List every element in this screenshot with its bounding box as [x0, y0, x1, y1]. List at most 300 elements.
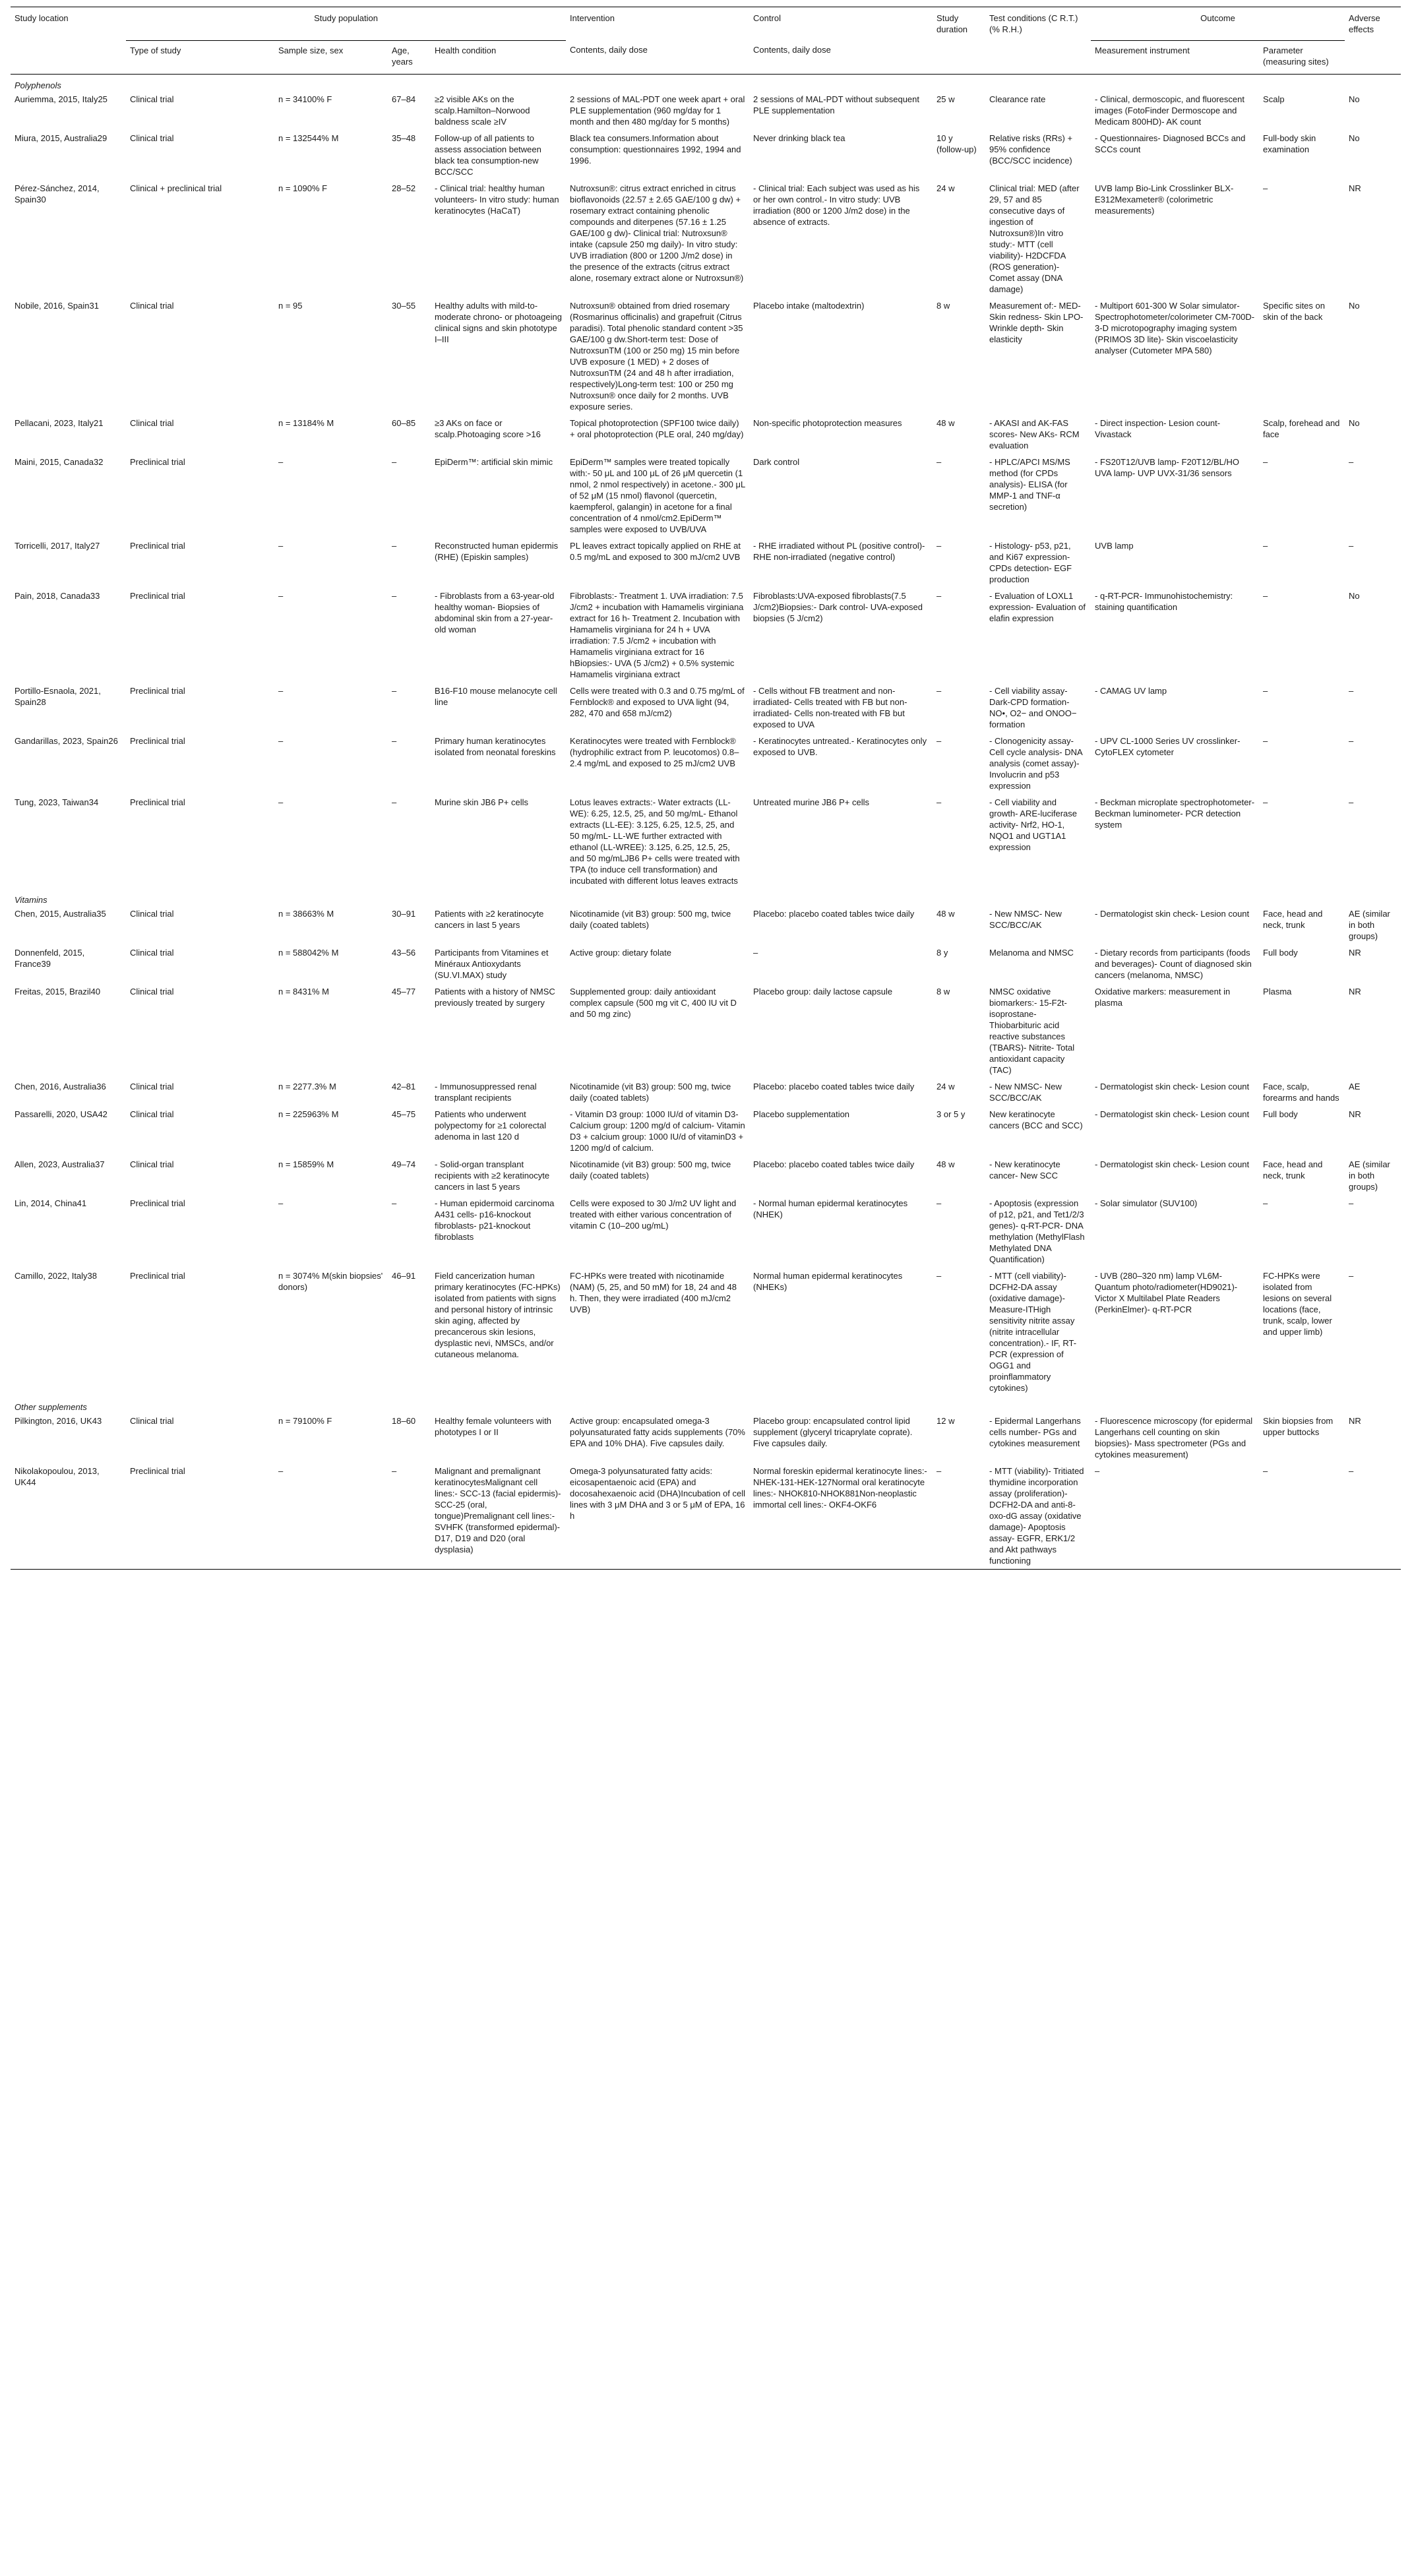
cell-adverse: NR: [1349, 986, 1361, 997]
cell-control: Normal human epidermal keratinocytes (NHEKs): [753, 1270, 903, 1292]
cell-type: Preclinical trial: [130, 735, 185, 746]
cell-type: Preclinical trial: [130, 685, 185, 696]
cell-duration: –: [936, 456, 942, 467]
cell-instrument: –: [1091, 1463, 1259, 1570]
cell-instrument: - Questionnaires- Diagnosed BCCs and SCCs count: [1095, 133, 1246, 154]
table-row: [11, 454, 1401, 537]
table-row: [11, 1195, 1401, 1268]
cell-control: Placebo: placebo coated tables twice daily: [753, 1159, 915, 1169]
cell-n: n = 588042% M: [278, 947, 339, 958]
cell-health: Healthy adults with mild-to-moderate chrono- or photoageing clinical signs and skin phototype I–III: [435, 300, 562, 344]
cell-location: Chen, 2016, Australia36: [15, 1081, 106, 1091]
cell-duration: 24 w: [936, 183, 955, 193]
cell-test: - MTT (viability)- Tritiated thymidine incorporation assay (proliferation)- DCFH2-DA and anti-8-oxo-dG assay (oxidative damage)- Apoptosis assay- EGFR, ERK1/2 and Akt pathways functioning: [985, 1463, 1091, 1570]
cell-instrument: - FS20T12/UVB lamp- F20T12/BL/HO UVA lamp- UVP UVX-31/36 sensors: [1095, 456, 1239, 478]
cell-age: 46–91: [392, 1270, 416, 1281]
cell-adverse: AE (similar in both groups): [1349, 908, 1390, 941]
table-row: [11, 1413, 1401, 1463]
cell-adverse: NR: [1349, 947, 1361, 958]
cell-parameter: Face, head and neck, trunk: [1263, 908, 1323, 930]
cell-location: Pain, 2018, Canada33: [15, 590, 100, 601]
cell-instrument: Oxidative markers: measurement in plasma: [1095, 986, 1231, 1008]
cell-age: 67–84: [392, 94, 416, 104]
cell-age: 43–56: [392, 947, 416, 958]
cell-intervention: Nicotinamide (vit B3) group: 500 mg, twice daily (coated tablets): [570, 1081, 731, 1103]
header-age: Age, years: [388, 40, 431, 74]
cell-n: –: [278, 735, 284, 746]
cell-intervention: Black tea consumers.Information about consumption: questionnaires 1992, 1994 and 1996.: [570, 133, 741, 166]
cell-parameter: –: [1263, 685, 1268, 696]
cell-duration: –: [936, 735, 942, 746]
cell-health: Participants from Vitamines et Minéraux Antioxydants (SU.VI.MAX) study: [435, 947, 549, 980]
cell-location: Gandarillas, 2023, Spain26: [15, 735, 118, 746]
table-row: [11, 1268, 1401, 1396]
cell-n: n = 3074% M(skin biopsies' donors): [278, 1270, 383, 1292]
table-row: [11, 733, 1401, 794]
cell-duration: 25 w: [936, 94, 955, 104]
cell-instrument: - CAMAG UV lamp: [1095, 685, 1167, 696]
cell-location: Camillo, 2022, Italy38: [15, 1270, 98, 1281]
cell-parameter: Specific sites on skin of the back: [1263, 300, 1325, 322]
cell-location: Donnenfeld, 2015, France39: [15, 947, 85, 969]
cell-control: Never drinking black tea: [753, 133, 845, 143]
cell-instrument: - Clinical, dermoscopic, and fluorescent images (FotoFinder Dermoscope and Medicam 800HD)- AK count: [1095, 94, 1244, 127]
cell-intervention: Lotus leaves extracts:- Water extracts (LL-WE): 6.25, 12.5, 25, and 50 mg/mL- Ethanol extracts (LL-EE): 3.125, 6.25, 12.5, 25, and 50 mg/mL- LL-WE further extracted with ethanol (LL-WREE): 3.125, 6.25, 12.5, 25, and 50 mg/mLJB6 P+ cells were treated with TPA (to induce cell transformation) and incubated with different lotus leaves extracts: [570, 797, 740, 886]
cell-n: n = 34100% F: [278, 94, 332, 104]
cell-n: n = 8431% M: [278, 986, 329, 997]
section-title: Polyphenols: [15, 80, 61, 90]
cell-duration: –: [936, 1270, 942, 1281]
cell-parameter: Scalp, forehead and face: [1263, 417, 1340, 439]
header-parameter: Parameter (measuring sites): [1259, 40, 1345, 74]
cell-n: –: [278, 797, 284, 807]
header-study-population: Study population: [126, 7, 566, 41]
cell-location: Pellacani, 2023, Italy21: [15, 417, 104, 428]
cell-age: 60–85: [392, 417, 416, 428]
cell-n: –: [274, 1463, 388, 1570]
cell-age: 30–91: [392, 908, 416, 919]
cell-parameter: –: [1263, 183, 1268, 193]
cell-duration: 8 y: [936, 947, 948, 958]
cell-adverse: –: [1349, 685, 1354, 696]
table-body: [11, 74, 1401, 1569]
table-row: [11, 297, 1401, 415]
cell-control: - Cells without FB treatment and non-irradiated- Cells treated with FB but non-irradiated- Cells non-treated with FB but exposed to UVA: [753, 685, 907, 729]
cell-adverse: –: [1349, 1198, 1354, 1208]
cell-control: - Keratinocytes untreated.- Keratinocytes only exposed to UVB.: [753, 735, 927, 757]
cell-n: n = 15859% M: [278, 1159, 334, 1169]
cell-parameter: Face, head and neck, trunk: [1263, 1159, 1323, 1181]
cell-intervention: Active group: encapsulated omega-3 polyunsaturated fatty acids supplements (70% EPA and 10% DHA). Five capsules daily.: [570, 1415, 745, 1448]
table-row: [11, 588, 1401, 683]
cell-parameter: –: [1263, 590, 1268, 601]
cell-intervention: Fibroblasts:- Treatment 1. UVA irradiation: 7.5 J/cm2 + incubation with Hamamelis virginiana extract for 16 h- Treatment 2. Incubation with Hamamelis virginiana for 24 h + UVA irradiation: 7.5 J/cm2 + incubation with Hamamelis virginiana extract for 16 hBiopsies:- UVA (5 J/cm2) + 0.5% systemic Hamamelis virginiana extract: [570, 590, 744, 679]
cell-instrument: - Dietary records from participants (foods and beverages)- Count of diagnosed skin cancers (melanoma, NMSC): [1095, 947, 1252, 980]
cell-type: Preclinical trial: [130, 456, 185, 467]
cell-parameter: –: [1263, 735, 1268, 746]
cell-instrument: - Multiport 601-300 W Solar simulator- Spectrophotometer/colorimeter CM-700D- 3-D microtopography imaging system (PRIMOS 3D lite)- Skin viscoelasticity analyser (Cutometer MPA 580): [1095, 300, 1255, 355]
cell-location: Auriemma, 2015, Italy25: [15, 94, 107, 104]
cell-instrument: - UPV CL-1000 Series UV crosslinker- CytoFLEX cytometer: [1095, 735, 1241, 757]
cell-type: Clinical trial: [130, 947, 174, 958]
cell-control: –: [753, 947, 758, 958]
cell-n: –: [278, 685, 284, 696]
cell-adverse: NR: [1349, 1109, 1361, 1119]
table-row: [11, 130, 1401, 180]
table-row: [11, 983, 1401, 1078]
cell-age: –: [392, 685, 397, 696]
cell-parameter: Full body: [1263, 947, 1298, 958]
cell-intervention: Topical photoprotection (SPF100 twice daily) + oral photoprotection (PLE oral, 240 mg/day): [570, 417, 744, 439]
cell-age: 42–81: [392, 1081, 416, 1091]
cell-instrument: - Solar simulator (SUV100): [1095, 1198, 1198, 1208]
cell-adverse: –: [1345, 1463, 1401, 1570]
cell-adverse: –: [1349, 456, 1354, 467]
cell-duration: 8 w: [936, 986, 950, 997]
cell-adverse: –: [1349, 1270, 1354, 1281]
section-header: [11, 889, 1401, 905]
table-row: [11, 944, 1401, 983]
cell-parameter: –: [1263, 456, 1268, 467]
cell-health: Follow-up of all patients to assess association between black tea consumption-new BCC/SCC: [435, 133, 541, 177]
cell-type: Clinical trial: [130, 1081, 174, 1091]
cell-adverse: AE: [1349, 1081, 1361, 1091]
cell-type: Clinical trial: [130, 908, 174, 919]
cell-location: Passarelli, 2020, USA42: [15, 1109, 107, 1119]
cell-control: Dark control: [753, 456, 800, 467]
table-row: [11, 415, 1401, 454]
cell-parameter: –: [1259, 1463, 1345, 1570]
cell-adverse: No: [1349, 590, 1360, 601]
cell-test: Clinical trial: MED (after 29, 57 and 85 consecutive days of ingestion of Nutroxsun®)In vitro study:- MTT (cell viability)- H2DCFDA (ROS generation)- Comet assay (DNA damage): [989, 183, 1080, 294]
cell-adverse: No: [1349, 300, 1360, 311]
cell-control: Placebo intake (maltodextrin): [753, 300, 865, 311]
cell-age: –: [388, 1463, 431, 1570]
cell-test: - Epidermal Langerhans cells number- PGs and cytokines measurement: [989, 1415, 1081, 1448]
cell-duration: 8 w: [936, 300, 950, 311]
cell-duration: 48 w: [936, 908, 955, 919]
cell-location: Lin, 2014, China41: [15, 1198, 87, 1208]
cell-type: Preclinical trial: [130, 797, 185, 807]
cell-location: Freitas, 2015, Brazil40: [15, 986, 101, 997]
cell-intervention: Active group: dietary folate: [570, 947, 671, 958]
header-intervention: Intervention: [566, 7, 749, 41]
cell-location: Pérez-Sánchez, 2014, Spain30: [15, 183, 100, 204]
cell-test: - Evaluation of LOXL1 expression- Evaluation of elafin expression: [989, 590, 1086, 623]
cell-parameter: FC-HPKs were isolated from lesions on several locations (face, trunk, scalp, lower and upper limb): [1263, 1270, 1332, 1337]
cell-parameter: –: [1263, 1198, 1268, 1208]
cell-health: - Fibroblasts from a 63-year-old healthy woman- Biopsies of abdominal skin from a 27-year-old woman: [435, 590, 555, 634]
cell-control: Placebo group: encapsulated control lipid supplement (glyceryl tricaprylate coprate). Five capsules daily.: [753, 1415, 913, 1448]
cell-n: n = 1090% F: [278, 183, 328, 193]
cell-test: Clearance rate: [989, 94, 1046, 104]
cell-control: Untreated murine JB6 P+ cells: [753, 797, 869, 807]
cell-adverse: –: [1349, 797, 1354, 807]
cell-health: Field cancerization human primary keratinocytes (FC-HPKs) isolated from patients with signs and personal history of intrinsic skin aging, affected by precancerous skin lesions, dysplastic nevi, NMSCs, and/or cutaneous melanoma.: [435, 1270, 561, 1359]
cell-test: - New NMSC- New SCC/BCC/AK: [989, 1081, 1062, 1103]
cell-health: Malignant and premalignant keratinocytesMalignant cell lines:- SCC-13 (facial epidermis)- SCC-25 (oral, tongue)Premalignant cell lines:- SVHFK (transformed epidermal)- D17, D19 and D20 (oral dysplasia): [431, 1463, 566, 1570]
cell-health: - Immunosuppressed renal transplant recipients: [435, 1081, 537, 1103]
table-row: [11, 1156, 1401, 1195]
cell-test: - Clonogenicity assay- Cell cycle analysis- DNA analysis (comet assay)- Involucrin and p53 expression: [989, 735, 1082, 791]
cell-instrument: - Dermatologist skin check- Lesion count: [1095, 1159, 1250, 1169]
cell-intervention: Nutroxsun®: citrus extract enriched in citrus bioflavonoids (22.57 ± 2.65 GAE/100 g dw) + rosemary extract containing phenolic compounds and diterpenes (57.16 ± 1.25 GAE/100 g dw)- Clinical trial: Nutroxsun® intake (capsule 250 mg daily)- In vitro study: UVB irradiation (800 or 1200 J/m2 dose) in the presence of the extracts (citrus extract alone, rosemary extract alone or Nutroxsun®): [570, 183, 744, 283]
cell-adverse: –: [1349, 735, 1354, 746]
cell-health: Reconstructed human epidermis (RHE) (Episkin samples): [435, 540, 559, 562]
cell-parameter: Full body: [1263, 1109, 1298, 1119]
header-measurement-instrument: Measurement instrument: [1091, 40, 1259, 74]
cell-duration: 48 w: [936, 417, 955, 428]
cell-location: Allen, 2023, Australia37: [15, 1159, 105, 1169]
cell-type: Preclinical trial: [130, 1198, 185, 1208]
cell-instrument: - q-RT-PCR- Immunohistochemistry: staining quantification: [1095, 590, 1233, 612]
header-control: Control: [749, 7, 933, 41]
cell-test: - Histology- p53, p21, and Ki67 expression- CPDs detection- EGF production: [989, 540, 1072, 584]
cell-test: New keratinocyte cancers (BCC and SCC): [989, 1109, 1083, 1130]
cell-test: NMSC oxidative biomarkers:- 15-F2t-isoprostane- Thiobarbituric acid reactive substances (TBARS)- Nitrite- Total antioxidant capacity (TAC): [989, 986, 1075, 1075]
cell-duration: –: [933, 1463, 985, 1570]
cell-type: Preclinical trial: [130, 590, 185, 601]
cell-control: Fibroblasts:UVA-exposed fibroblasts(7.5 J/cm2)Biopsies:- Dark control- UVA-exposed biopsies (5 J/cm2): [753, 590, 923, 623]
cell-health: EpiDerm™: artificial skin mimic: [435, 456, 553, 467]
section-header: [11, 1396, 1401, 1413]
cell-test: - AKASI and AK-FAS scores- New AKs- RCM evaluation: [989, 417, 1080, 450]
cell-control: Normal foreskin epidermal keratinocyte lines:- NHEK-131-HEK-127Normal oral keratinocyte lines:- NHOK810-NHOK881Non-neoplastic immortal cell lines:- OKF4-OKF6: [749, 1463, 933, 1570]
cell-type: Clinical trial: [130, 1109, 174, 1119]
cell-instrument: - Direct inspection- Lesion count- Vivastack: [1095, 417, 1221, 439]
cell-n: n = 2277.3% M: [278, 1081, 336, 1091]
cell-n: n = 79100% F: [278, 1415, 332, 1426]
cell-parameter: –: [1263, 797, 1268, 807]
table-row: [11, 537, 1401, 588]
table-row: [11, 1106, 1401, 1156]
cell-duration: –: [936, 540, 942, 551]
header-adverse-effects: Adverse effects: [1345, 7, 1401, 41]
cell-intervention: 2 sessions of MAL-PDT one week apart + oral PLE supplementation (960 mg/day for 1 month and then 480 mg/day for 5 months): [570, 94, 745, 127]
cell-test: - New keratinocyte cancer- New SCC: [989, 1159, 1060, 1181]
cell-instrument: - UVB (280–320 nm) lamp VL6M- Quantum photo/radiometer(HD9021)- Victor X Multilabel Plate Readers (PerkinElmer)- q-RT-PCR: [1095, 1270, 1238, 1314]
cell-type: Preclinical trial: [130, 1270, 185, 1281]
table-row: [11, 180, 1401, 297]
header-row-sub: [11, 40, 1401, 74]
table-row: [11, 91, 1401, 130]
cell-parameter: Full-body skin examination: [1263, 133, 1316, 154]
cell-intervention: EpiDerm™ samples were treated topically with:- 50 μL and 100 μL of 26 μM quercetin (1 nmol, 2 nmol respectively) in acetone.- 300 μL of 52 μM (15 nmol) flavonol (quercetin, kaempferol, galangin) in acetone for a final concentration of 4 nmol/cm2.EpiDerm™ samples were exposed to UVB/UVA: [570, 456, 745, 534]
cell-location: Chen, 2015, Australia35: [15, 908, 106, 919]
cell-location: Portillo-Esnaola, 2021, Spain28: [15, 685, 101, 707]
header-contents-dose: Contents, daily dose: [566, 40, 749, 74]
cell-duration: 48 w: [936, 1159, 955, 1169]
cell-intervention: Cells were treated with 0.3 and 0.75 mg/mL of Fernblock® and exposed to UVA light (94, 282, 470 and 658 mJ/cm2): [570, 685, 745, 718]
header-contents-dose-control: Contents, daily dose: [749, 40, 933, 74]
cell-type: Preclinical trial: [126, 1463, 274, 1570]
cell-instrument: UVB lamp Bio-Link Crosslinker BLX-E312Mexameter® (colorimetric measurements): [1095, 183, 1234, 216]
cell-health: Patients with a history of NMSC previously treated by surgery: [435, 986, 555, 1008]
cell-age: 28–52: [392, 183, 416, 193]
cell-age: 35–48: [392, 133, 416, 143]
cell-control: Non-specific photoprotection measures: [753, 417, 902, 428]
table-row: [11, 1078, 1401, 1106]
cell-n: n = 95: [278, 300, 303, 311]
cell-health: - Clinical trial: healthy human volunteers- In vitro study: human keratinocytes (HaCaT): [435, 183, 559, 216]
cell-location: Nobile, 2016, Spain31: [15, 300, 99, 311]
cell-age: –: [392, 590, 397, 601]
cell-health: Patients with ≥2 keratinocyte cancers in last 5 years: [435, 908, 544, 930]
cell-age: –: [392, 540, 397, 551]
cell-age: –: [392, 735, 397, 746]
cell-intervention: Keratinocytes were treated with Fernblock® (hydrophilic extract from P. leucotomos) 0.8–2.4 mg/mL and exposed to 25 mJ/cm2 UVB: [570, 735, 739, 768]
cell-type: Clinical trial: [130, 94, 174, 104]
section-header: [11, 74, 1401, 91]
header-type-of-study: Type of study: [126, 40, 274, 74]
cell-age: 18–60: [392, 1415, 416, 1426]
cell-control: Placebo group: daily lactose capsule: [753, 986, 893, 997]
cell-location: Torricelli, 2017, Italy27: [15, 540, 100, 551]
cell-age: 49–74: [392, 1159, 416, 1169]
cell-adverse: AE (similar in both groups): [1349, 1159, 1390, 1192]
cell-duration: –: [936, 685, 942, 696]
cell-duration: 12 w: [936, 1415, 955, 1426]
cell-instrument: UVB lamp: [1095, 540, 1134, 551]
table-container: [11, 7, 1401, 1570]
cell-instrument: - Dermatologist skin check- Lesion count: [1095, 1081, 1250, 1091]
table-row: [11, 794, 1401, 889]
cell-age: 45–77: [392, 986, 416, 997]
cell-instrument: - Beckman microplate spectrophotometer- Beckman luminometer- PCR detection system: [1095, 797, 1255, 830]
cell-health: Murine skin JB6 P+ cells: [435, 797, 528, 807]
studies-table: [11, 7, 1401, 1570]
cell-adverse: –: [1349, 540, 1354, 551]
cell-instrument: - Dermatologist skin check- Lesion count: [1095, 908, 1250, 919]
cell-health: - Human epidermoid carcinoma A431 cells- p16-knockout fibroblasts- p21-knockout fibroblasts: [435, 1198, 555, 1242]
header-row-top: [11, 7, 1401, 41]
cell-test: - New NMSC- New SCC/BCC/AK: [989, 908, 1062, 930]
cell-parameter: –: [1263, 540, 1268, 551]
cell-location: Tung, 2023, Taiwan34: [15, 797, 99, 807]
cell-duration: 3 or 5 y: [936, 1109, 966, 1119]
cell-test: Measurement of:- MED- Skin redness- Skin LPO- Wrinkle depth- Skin elasticity: [989, 300, 1084, 344]
cell-health: Patients who underwent polypectomy for ≥1 colorectal adenoma in last 120 d: [435, 1109, 546, 1142]
cell-adverse: No: [1349, 417, 1360, 428]
cell-type: Clinical trial: [130, 133, 174, 143]
cell-duration: –: [936, 797, 942, 807]
cell-type: Clinical trial: [130, 986, 174, 997]
cell-type: Clinical + preclinical trial: [130, 183, 222, 193]
cell-n: n = 225963% M: [278, 1109, 339, 1119]
cell-health: - Solid-organ transplant recipients with ≥2 keratinocyte cancers in last 5 years: [435, 1159, 550, 1192]
cell-location: Miura, 2015, Australia29: [15, 133, 107, 143]
cell-health: ≥2 visible AKs on the scalp.Hamilton–Norwood baldness scale ≥IV: [435, 94, 530, 127]
cell-n: –: [278, 540, 284, 551]
cell-adverse: No: [1349, 94, 1360, 104]
section-title: Other supplements: [15, 1401, 87, 1412]
cell-test: - Cell viability assay- Dark-CPD formation- NO•, O2− and ONOO− formation: [989, 685, 1077, 729]
cell-duration: –: [936, 1198, 942, 1208]
cell-duration: –: [936, 590, 942, 601]
header-sample-size: Sample size, sex: [274, 40, 388, 74]
cell-health: ≥3 AKs on face or scalp.Photoaging score >16: [435, 417, 541, 439]
section-title: Vitamins: [15, 894, 47, 905]
header-study-duration: Study duration: [933, 7, 985, 41]
cell-instrument: - Fluorescence microscopy (for epidermal Langerhans cell counting on skin biopsies)- Mass spectrometer (PGs and cytokines measurement): [1095, 1415, 1253, 1459]
cell-duration: 10 y (follow-up): [936, 133, 977, 154]
cell-n: n = 13184% M: [278, 417, 334, 428]
cell-age: 45–75: [392, 1109, 416, 1119]
cell-control: Placebo supplementation: [753, 1109, 850, 1119]
cell-control: Placebo: placebo coated tables twice daily: [753, 908, 915, 919]
cell-adverse: NR: [1349, 1415, 1361, 1426]
cell-control: - Clinical trial: Each subject was used as his or her own control.- In vitro study: UVB irradiation (800 or 1200 J/m2 dose) in the absence of extracts.: [753, 183, 920, 227]
cell-location: Nikolakopoulou, 2013, UK44: [11, 1463, 126, 1570]
cell-test: - Apoptosis (expression of p12, p21, and Tet1/2/3 genes)- q-RT-PCR- DNA methylation (MethylFlash Methylated DNA Quantification): [989, 1198, 1085, 1264]
cell-adverse: No: [1349, 133, 1360, 143]
cell-n: –: [278, 456, 284, 467]
cell-test: - MTT (cell viability)- DCFH2-DA assay (oxidative damage)- Measure-ITHigh sensitivity nitrite assay (nitrite intracellular concentration).- IF, RT-PCR (expression of OGG1 and proinflammatory cytokines): [989, 1270, 1077, 1393]
cell-type: Preclinical trial: [130, 540, 185, 551]
cell-control: Placebo: placebo coated tables twice daily: [753, 1081, 915, 1091]
cell-test: - HPLC/APCI MS/MS method (for CPDs analysis)- ELISA (for MMP-1 and TNF-α secretion): [989, 456, 1070, 512]
cell-parameter: Plasma: [1263, 986, 1292, 997]
cell-health: B16-F10 mouse melanocyte cell line: [435, 685, 557, 707]
cell-intervention: Omega-3 polyunsaturated fatty acids: eicosapentaenoic acid (EPA) and docosahexaenoic acid (DHA)Incubation of cell lines with 3 μM DHA and 3 or 5 μM of EPA, 16 h: [566, 1463, 749, 1570]
table-row: [11, 1463, 1401, 1570]
cell-test: Melanoma and NMSC: [989, 947, 1074, 958]
cell-n: –: [278, 1198, 284, 1208]
cell-test: Relative risks (RRs) + 95% confidence (BCC/SCC incidence): [989, 133, 1073, 166]
cell-intervention: - Vitamin D3 group: 1000 IU/d of vitamin D3- Calcium group: 1200 mg/d of calcium- Vitamin D3 + calcium group: 1000 IU/d of vitaminD3 + 1200 mg/d of calcium.: [570, 1109, 745, 1153]
cell-intervention: Nutroxsun® obtained from dried rosemary (Rosmarinus officinalis) and grapefruit (Citrus paradisi). Total phenolic standard content >35 GAE/100 g dw.Short-term test: Dose of NutroxsunTM (100 or 250 mg) 15 min before UVB exposure (1 MED) + 2 doses of NutroxsunTM (24 and 48 h after irradiation, respectively)Long-term test: 100 or 250 mg Nutroxsun® once daily for 2 months. UVB exposure series.: [570, 300, 743, 412]
cell-type: Clinical trial: [130, 1415, 174, 1426]
cell-intervention: Nicotinamide (vit B3) group: 500 mg, twice daily (coated tablets): [570, 908, 731, 930]
cell-age: 30–55: [392, 300, 416, 311]
cell-test: - Cell viability and growth- ARE-luciferase activity- Nrf2, HO-1, NQO1 and UGT1A1 expression: [989, 797, 1077, 852]
table-row: [11, 683, 1401, 733]
cell-type: Clinical trial: [130, 1159, 174, 1169]
cell-intervention: Supplemented group: daily antioxidant complex capsule (500 mg vit C, 400 IU vit D and 50 mg zinc): [570, 986, 737, 1019]
cell-intervention: FC-HPKs were treated with nicotinamide (NAM) (5, 25, and 50 mM) for 18, 24 and 48 h. Then, they were irradiated (400 mJ/cm2 UVB): [570, 1270, 737, 1314]
cell-adverse: NR: [1349, 183, 1361, 193]
cell-intervention: PL leaves extract topically applied on RHE at 0.5 mg/mL and exposed to 300 mJ/cm2 UVB: [570, 540, 741, 562]
header-outcome: Outcome: [1091, 7, 1345, 41]
table-row: [11, 905, 1401, 944]
header-study-location: Study location: [11, 7, 126, 41]
cell-instrument: - Dermatologist skin check- Lesion count: [1095, 1109, 1250, 1119]
cell-control: - RHE irradiated without PL (positive control)- RHE non-irradiated (negative control): [753, 540, 925, 562]
cell-n: n = 132544% M: [278, 133, 339, 143]
cell-age: –: [392, 456, 397, 467]
cell-location: Maini, 2015, Canada32: [15, 456, 104, 467]
cell-health: Primary human keratinocytes isolated from neonatal foreskins: [435, 735, 556, 757]
cell-duration: 24 w: [936, 1081, 955, 1091]
cell-parameter: Face, scalp, forearms and hands: [1263, 1081, 1339, 1103]
cell-age: –: [392, 1198, 397, 1208]
cell-parameter: Scalp: [1263, 94, 1285, 104]
cell-age: –: [392, 797, 397, 807]
cell-type: Clinical trial: [130, 300, 174, 311]
cell-n: n = 38663% M: [278, 908, 334, 919]
cell-parameter: Skin biopsies from upper buttocks: [1263, 1415, 1334, 1437]
cell-location: Pilkington, 2016, UK43: [15, 1415, 102, 1426]
cell-control: - Normal human epidermal keratinocytes (NHEK): [753, 1198, 908, 1219]
cell-intervention: Cells were exposed to 30 J/m2 UV light and treated with either various concentration of vitamin C (10–200 ug/mL): [570, 1198, 737, 1231]
header-health-condition: Health condition: [431, 40, 566, 74]
cell-type: Clinical trial: [130, 417, 174, 428]
cell-health: Healthy female volunteers with phototypes I or II: [435, 1415, 552, 1437]
cell-intervention: Nicotinamide (vit B3) group: 500 mg, twice daily (coated tablets): [570, 1159, 731, 1181]
header-test-conditions: Test conditions (C R.T.) (% R.H.): [985, 7, 1091, 41]
cell-control: 2 sessions of MAL-PDT without subsequent PLE supplementation: [753, 94, 919, 115]
cell-n: –: [278, 590, 284, 601]
